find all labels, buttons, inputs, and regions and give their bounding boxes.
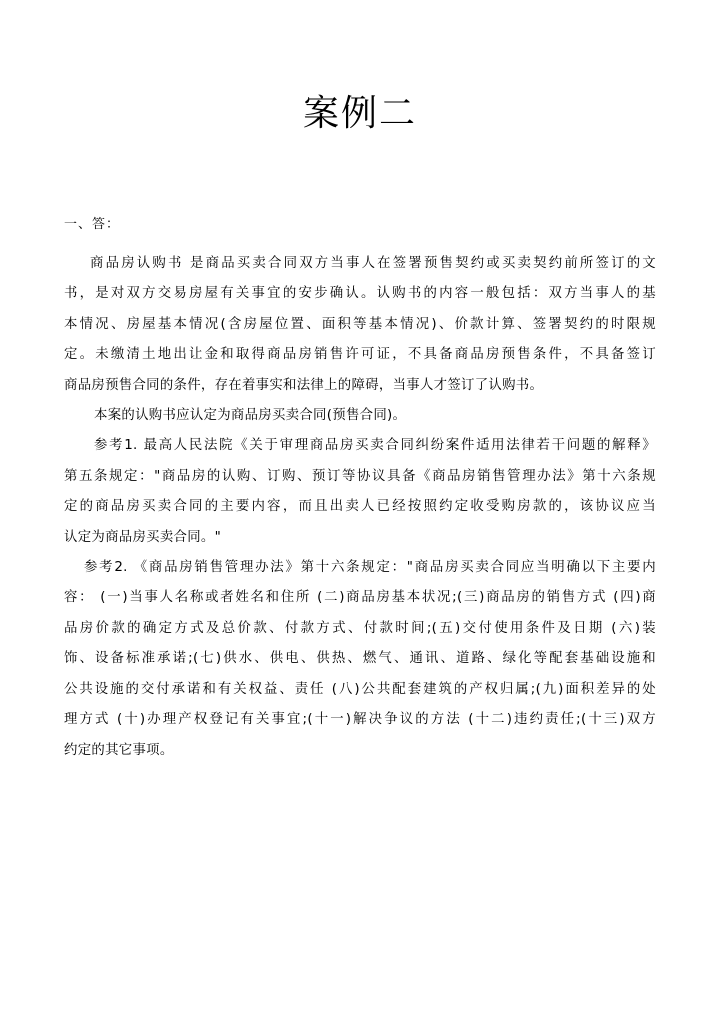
paragraph-conclusion bbox=[64, 401, 656, 431]
text-line: 参考1. 最高人民法院《关于审理商品房买卖合同纠纷案件适用法律若干问题的解释》 bbox=[94, 438, 656, 454]
section-heading: 一、答： bbox=[64, 217, 121, 232]
document-body bbox=[64, 249, 656, 766]
text-line: 认定为商品房买卖合同。" bbox=[64, 529, 222, 545]
text-line: 本情况、房屋基本情况(含房屋位置、面积等基本情况)、价款计算、签署契约的时限规 bbox=[64, 316, 656, 332]
document-title: 案例二 bbox=[302, 93, 417, 134]
text-line: 商品房预售合同的条件，存在着事实和法律上的障碍，当事人才签订了认购书。 bbox=[64, 377, 544, 393]
paragraph-definition bbox=[64, 249, 656, 401]
text-line: 容： (一)当事人名称或者姓名和住所 (二)商品房基本状况;(三)商品房的销售方式 (四)商 bbox=[64, 590, 656, 606]
text-line: 第五条规定："商品房的认购、订购、预订等协议具备《商品房销售管理办法》第十六条规 bbox=[64, 468, 656, 484]
text-line: 饰、设备标准承诺;(七)供水、供电、供热、燃气、通讯、道路、绿化等配套基础设施和 bbox=[64, 651, 656, 667]
text-line: 参考2. 《商品房销售管理办法》第十六条规定："商品房买卖合同应当明确以下主要内 bbox=[84, 560, 656, 576]
text-line: 公共设施的交付承诺和有关权益、责任 (八)公共配套建筑的产权归属;(九)面积差异的处 bbox=[64, 681, 656, 697]
paragraph-reference-2 bbox=[64, 553, 656, 766]
text-line: 商品房认购书 是商品买卖合同双方当事人在签署预售契约或买卖契约前所签订的文 bbox=[90, 256, 656, 271]
text-line: 约定的其它事项。 bbox=[64, 742, 174, 758]
text-line: 定。未缴清土地出让金和取得商品房销售许可证，不具备商品房预售条件，不具备签订 bbox=[64, 347, 656, 363]
text-line: 书，是对双方交易房屋有关事宜的安步确认。认购书的内容一般包括：双方当事人的基 bbox=[64, 286, 656, 302]
text-line: 品房价款的确定方式及总价款、付款方式、付款时间;(五)交付使用条件及日期 (六)装 bbox=[64, 620, 656, 636]
text-line: 本案的认购书应认定为商品房买卖合同(预售合同)。 bbox=[94, 408, 407, 424]
text-line: 定的商品房买卖合同的主要内容，而且出卖人已经按照约定收受购房款的，该协议应当 bbox=[64, 499, 656, 515]
paragraph-reference-1 bbox=[64, 431, 656, 553]
text-line: 理方式 (十)办理产权登记有关事宜;(十一)解决争议的方法 (十二)违约责任;(十三)双方 bbox=[64, 712, 656, 728]
